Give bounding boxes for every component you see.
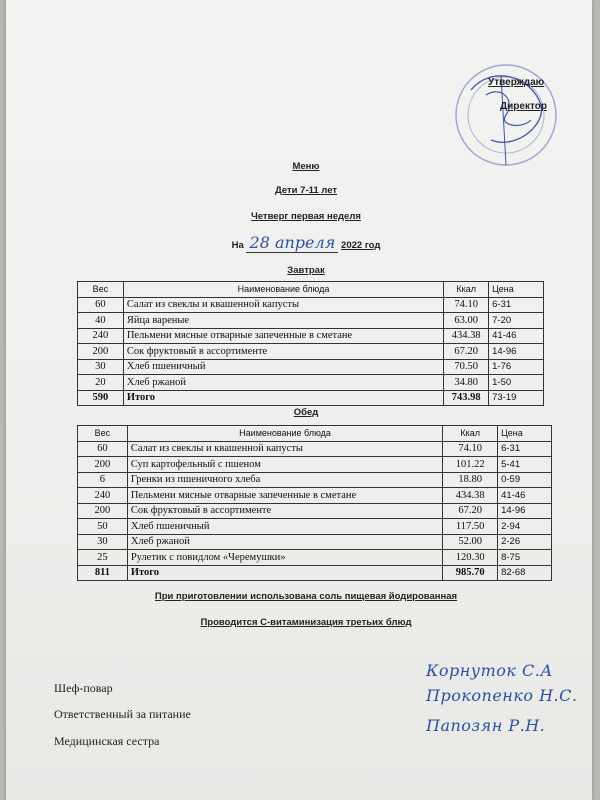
weight: 6 — [78, 472, 128, 488]
vitamin-note: Проводится С-витаминизация третьих блюд — [200, 617, 412, 628]
col-dish: Наименование блюда — [123, 282, 443, 298]
kcal: 52.00 — [443, 534, 498, 550]
table-header — [78, 282, 544, 298]
price: 2-26 — [498, 534, 552, 550]
table-row — [78, 297, 544, 313]
table-row — [78, 359, 544, 375]
weight: 240 — [78, 488, 128, 504]
weight: 200 — [78, 457, 128, 473]
price: 14-96 — [498, 503, 552, 519]
col-weight: Вес — [78, 426, 128, 442]
dish: Яйца вареные — [123, 313, 443, 329]
round-stamp — [446, 55, 571, 170]
day-of-week: Четверг первая неделя — [251, 211, 361, 222]
lunch-heading: Обед — [293, 407, 319, 418]
table-row — [78, 472, 552, 488]
table-row — [78, 488, 552, 504]
total-weight: 590 — [78, 390, 124, 406]
total-price: 82-68 — [498, 565, 552, 581]
price: 6-31 — [489, 297, 544, 313]
price: 8-75 — [498, 550, 552, 566]
lunch-table — [77, 425, 552, 581]
signature-nurse: Папозян Р.Н. — [426, 716, 546, 735]
signature-chef: Корнуток С.А — [426, 661, 553, 680]
table-row — [78, 441, 552, 457]
signature-responsible: Прокопенко Н.С. — [426, 686, 578, 705]
kcal: 434.38 — [444, 328, 489, 344]
price: 5-41 — [498, 457, 552, 473]
weight: 200 — [78, 344, 124, 360]
role-nurse: Медицинская сестра — [54, 734, 160, 748]
table-row — [78, 534, 552, 550]
weight: 60 — [78, 441, 128, 457]
weight: 50 — [78, 519, 128, 535]
table-row — [78, 344, 544, 360]
kcal: 63.00 — [444, 313, 489, 329]
kcal: 74.10 — [443, 441, 498, 457]
price: 6-31 — [498, 441, 552, 457]
weight: 20 — [78, 375, 124, 391]
col-dish: Наименование блюда — [127, 426, 442, 442]
kcal: 67.20 — [443, 503, 498, 519]
handwritten-date: 28 апреля — [246, 233, 338, 253]
weight: 25 — [78, 550, 128, 566]
dish: Хлеб пшеничный — [123, 359, 443, 375]
table-row — [78, 375, 544, 391]
total-label: Итого — [127, 565, 442, 581]
total-kcal: 743.98 — [444, 390, 489, 406]
col-kcal: Ккал — [443, 426, 498, 442]
total-price: 73-19 — [489, 390, 544, 406]
dish: Салат из свеклы и квашенной капусты — [127, 441, 442, 457]
total-label: Итого — [123, 390, 443, 406]
kcal: 101.22 — [443, 457, 498, 473]
menu-title: Меню — [292, 161, 320, 172]
price: 2-94 — [498, 519, 552, 535]
table-row — [78, 328, 544, 344]
total-weight: 811 — [78, 565, 128, 581]
role-responsible: Ответственный за питание — [54, 707, 191, 721]
approve-label: Утверждаю — [488, 77, 545, 88]
dish: Хлеб ржаной — [127, 534, 442, 550]
price: 41-46 — [489, 328, 544, 344]
col-price: Цена — [498, 426, 552, 442]
weight: 30 — [78, 534, 128, 550]
weight: 240 — [78, 328, 124, 344]
kcal: 34.80 — [444, 375, 489, 391]
dish: Хлеб пшеничный — [127, 519, 442, 535]
weight: 200 — [78, 503, 128, 519]
weight: 60 — [78, 297, 124, 313]
document-sheet — [6, 0, 592, 800]
dish: Сок фруктовый в ассортименте — [127, 503, 442, 519]
breakfast-table — [77, 281, 544, 406]
kcal: 120.30 — [443, 550, 498, 566]
kcal: 434.38 — [443, 488, 498, 504]
dish: Пельмени мясные отварные запеченные в сметане — [123, 328, 443, 344]
dish: Рулетик с повидлом «Черемушки» — [127, 550, 442, 566]
table-header — [78, 426, 552, 442]
salt-note: При приготовлении использована соль пищевая йодированная — [154, 591, 458, 602]
price: 1-76 — [489, 359, 544, 375]
date-prefix: На — [231, 240, 244, 251]
price: 7-20 — [489, 313, 544, 329]
dish: Салат из свеклы и квашенной капусты — [123, 297, 443, 313]
price: 1-50 — [489, 375, 544, 391]
director-label: Директор — [500, 101, 547, 112]
price: 0-59 — [498, 472, 552, 488]
col-kcal: Ккал — [444, 282, 489, 298]
kcal: 117.50 — [443, 519, 498, 535]
weight: 40 — [78, 313, 124, 329]
table-row — [78, 519, 552, 535]
breakfast-heading: Завтрак — [287, 265, 325, 276]
dish: Хлеб ржаной — [123, 375, 443, 391]
kcal: 67.20 — [444, 344, 489, 360]
kcal: 70.50 — [444, 359, 489, 375]
table-row — [78, 313, 544, 329]
price: 14-96 — [489, 344, 544, 360]
table-row — [78, 550, 552, 566]
total-row — [78, 390, 544, 406]
total-kcal: 985.70 — [443, 565, 498, 581]
role-chef: Шеф-повар — [54, 681, 113, 695]
date-line — [6, 233, 600, 253]
kcal: 18.80 — [443, 472, 498, 488]
price: 41-46 — [498, 488, 552, 504]
table-row — [78, 457, 552, 473]
col-weight: Вес — [78, 282, 124, 298]
table-row — [78, 503, 552, 519]
year: 2022 год — [341, 240, 381, 251]
col-price: Цена — [489, 282, 544, 298]
dish: Гренки из пшеничного хлеба — [127, 472, 442, 488]
age-group: Дети 7-11 лет — [274, 185, 338, 196]
dish: Суп картофельный с пшеном — [127, 457, 442, 473]
weight: 30 — [78, 359, 124, 375]
total-row — [78, 565, 552, 581]
dish: Сок фруктовый в ассортименте — [123, 344, 443, 360]
kcal: 74.10 — [444, 297, 489, 313]
dish: Пельмени мясные отварные запеченные в сметане — [127, 488, 442, 504]
